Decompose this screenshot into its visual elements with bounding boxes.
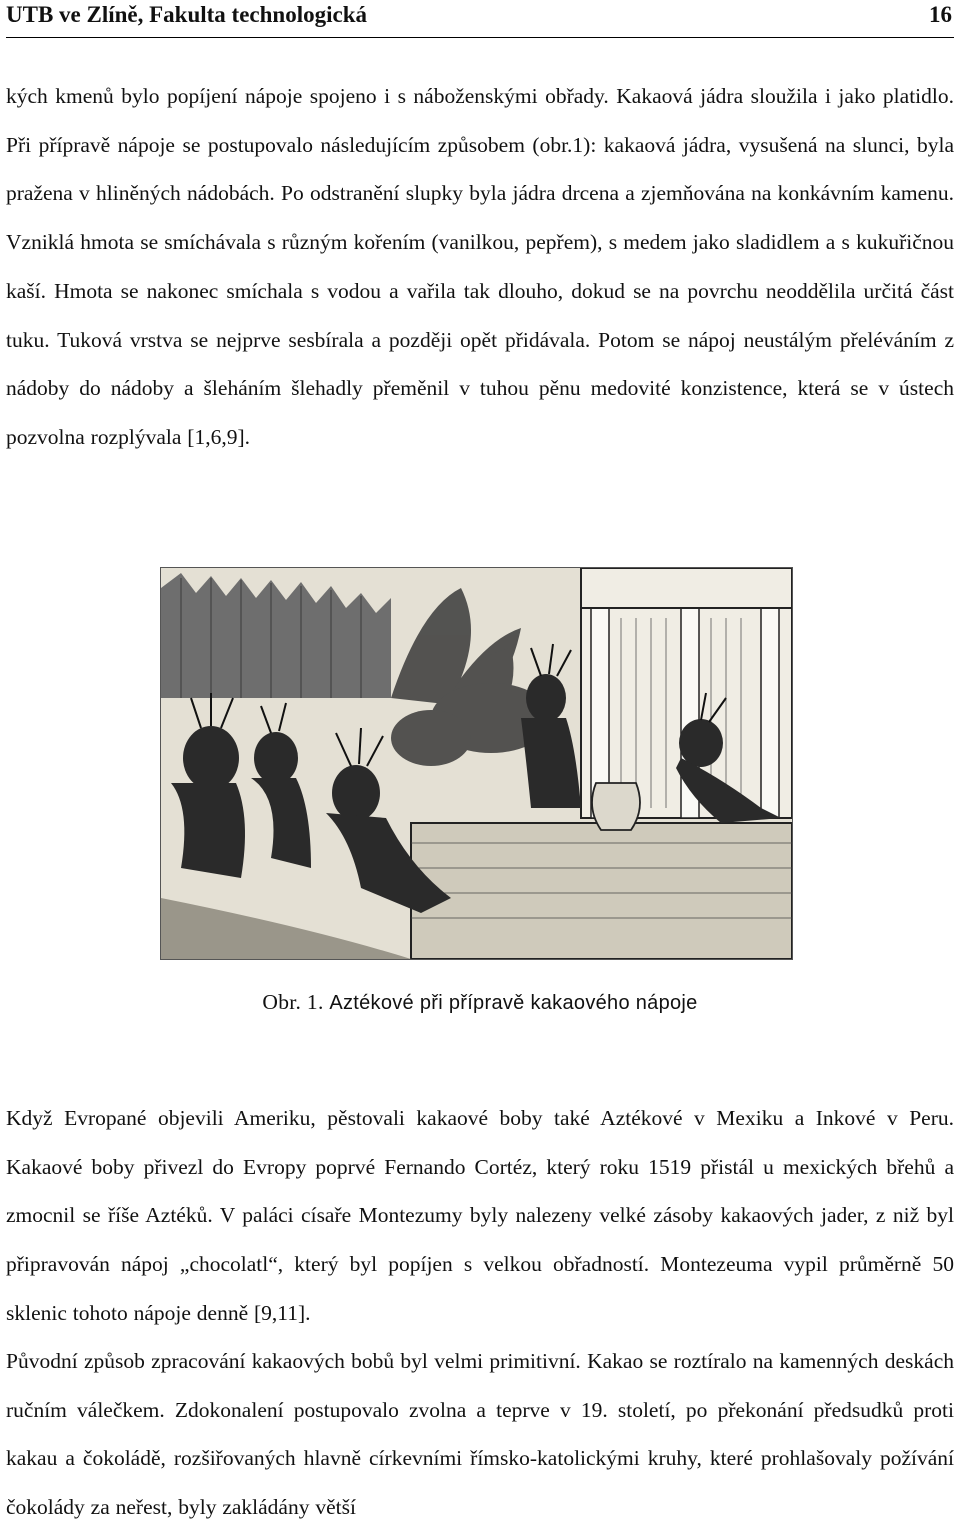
caption-text: Aztékové při přípravě kakaového nápoje	[329, 992, 698, 1014]
vessel-illustration	[592, 783, 640, 830]
paragraph-2: Když Evropané objevili Ameriku, pěstovali kakaové boby také Aztékové v Mexiku a Inkové v Peru. Kakaové boby přivezl do Evropy poprvé Fernando Cortéz, který roku 1519 přistál u mexických břehů a zmocnil se říše Aztéků. V paláci císaře Montezumy byly nalezeny velké zásoby kakaových jader, z niž byl připravován nápoj „chocolatl“, který byl popíjen s velkou obřadností. Montezeuma vypil průměrně 50 sklenic tohoto nápoje denně [9,11].	[6, 1106, 954, 1325]
header-title: UTB ve Zlíně, Fakulta technologická	[6, 2, 367, 27]
paragraph-1: kých kmenů bylo popíjení nápoje spojeno i s náboženskými obřady. Kakaová jádra sloužila i jako platidlo. Při přípravě nápoje se postupovalo následujícím způsobem (obr.1): kakaová jádra, vysušená na slunci, byla pražena v hliněných nádobách. Po odstranění slupky byla jádra drcena a zjemňována na konkávním kamenu. Vzniklá hmota se smíchávala s různým kořením (vanilkou, pepřem), s medem jako sladidlem a s kukuřičnou kaší. Hmota se nakonec smíchala s vodou a vařila tak dlouho, dokud se na povrchu neoddělila určitá část tuku. Tuková vrstva se nejprve sesbírala a později opět přidávala. Potom se nápoj neustálým přeléváním z nádoby do nádoby a šleháním šlehadly přeměnil v tuhou pěnu medovité konzistence, která se v ústech pozvolna rozplývala [1,6,9].	[6, 84, 954, 449]
page-header	[6, 0, 954, 38]
paragraph-3: Původní způsob zpracování kakaových bobů byl velmi primitivní. Kakao se roztíralo na kamenných deskách ručním válečkem. Zdokonalení postupovalo zvolna a teprve v 19. století, po překonání předsudků proti kakau a čokoládě, rozšiřovaných hlavně církevními římsko-katolickými kruhy, které prohlašovaly požívání čokolády za neřest, byly zakládány větší	[6, 1349, 954, 1520]
engraving-illustration	[161, 568, 792, 959]
page-number: 16	[929, 2, 952, 27]
caption-label: Obr. 1.	[262, 990, 324, 1014]
figure-caption	[0, 990, 960, 1015]
stone-table-illustration	[411, 823, 792, 959]
aztec-engraving-figure	[160, 567, 793, 960]
